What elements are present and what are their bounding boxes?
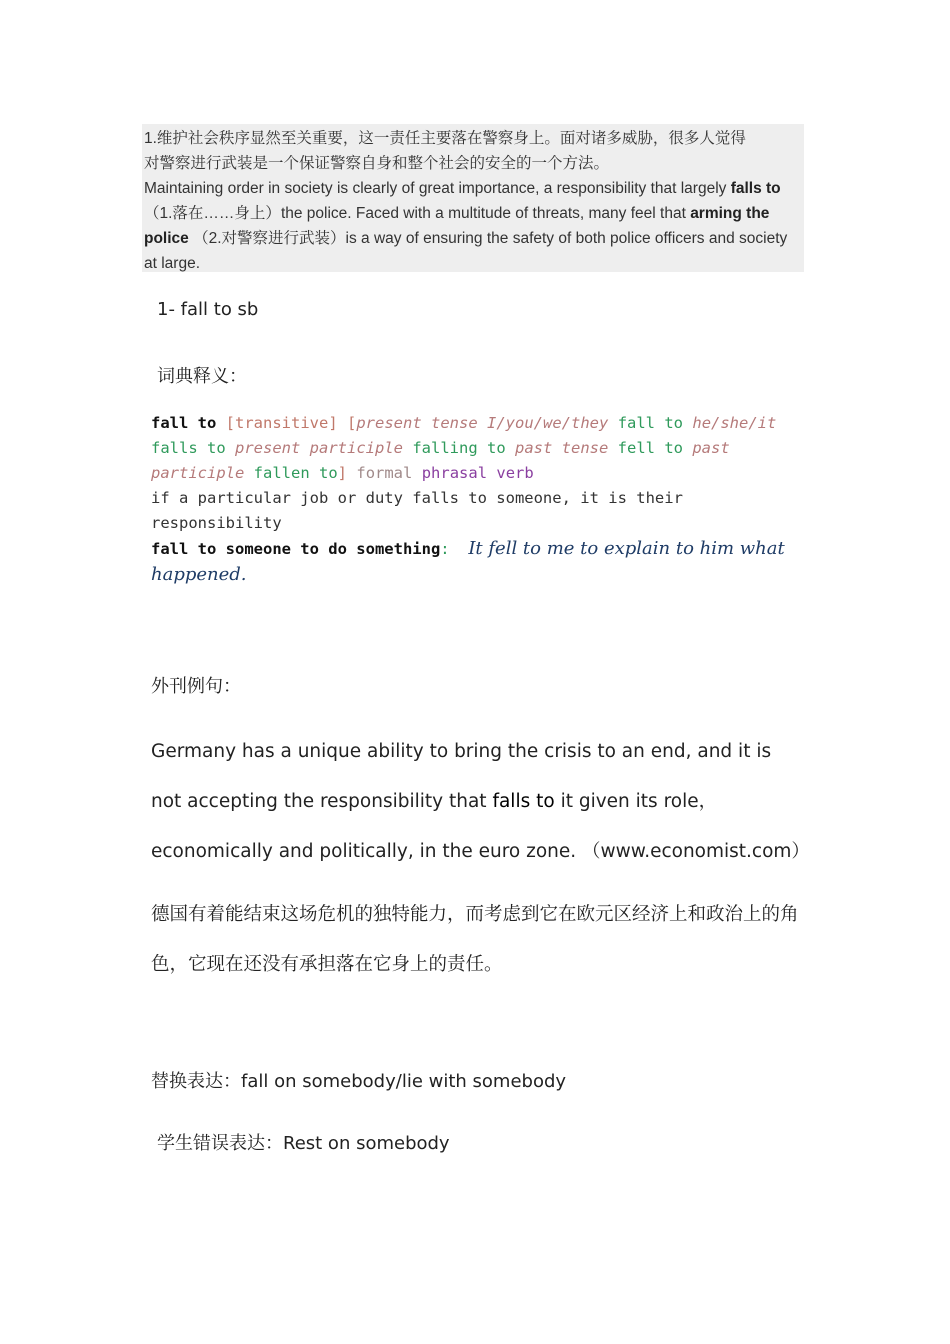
news-label: 外刊例句：: [151, 676, 241, 697]
news-highlight: falls to: [492, 791, 555, 812]
dict-example: It fell to me to explain to him what happened.: [151, 538, 785, 585]
dict-example-line: [151, 536, 791, 588]
dict-persons-1: I/you/we/they: [487, 414, 609, 432]
dict-past-participle: past participle: [151, 439, 730, 482]
note-1: （1.落在……身上）: [144, 205, 281, 222]
dict-bracket-open: [: [347, 414, 357, 432]
dict-present-tense: present tense: [356, 414, 478, 432]
news-part-1: Germany has a unique ability to bring the crisis to an end, and it is not accepting the responsibility that: [151, 741, 772, 812]
dict-transitive: [transitive]: [225, 414, 338, 432]
student-errors: 学生错误表达：Rest on somebody: [157, 1133, 450, 1154]
excerpt-chinese-line-1: 1.维护社会秩序显然至关重要，这一责任主要落在警察身上。面对诸多威胁，很多人觉得: [144, 130, 746, 147]
dict-phrasal-verb: phrasal verb: [421, 464, 534, 482]
dict-form-5: fallen to: [253, 464, 338, 482]
dict-formal: formal: [356, 464, 413, 482]
excerpt-english-part-1: Maintaining order in society is clearly of great importance, a responsibility that largely: [144, 180, 731, 197]
dict-form-4: fell to: [617, 439, 683, 457]
excerpt-english-part-2: the police. Faced with a multitude of threats, many feel that: [280, 205, 691, 222]
alternative-expressions: 替换表达：fall on somebody/lie with somebody: [151, 1071, 567, 1092]
dict-headword: fall to: [151, 414, 217, 432]
highlight-falls-to: falls to: [730, 180, 781, 197]
section-title: 1- fall to sb: [157, 299, 259, 320]
excerpt-english-part-3: is a way of ensuring the safety of both police officers and society at large.: [144, 230, 788, 272]
news-example: [151, 727, 810, 877]
dict-persons-2: he/she/it: [692, 414, 777, 432]
news-part-2: it given its role， economically and politically, in the euro zone. （www.economist.com）: [151, 791, 810, 862]
dict-form-3: falling to: [412, 439, 506, 457]
excerpt-chinese-line-2: 对警察进行武装是一个保证警察自身和整个社会的安全的一个方法。: [144, 155, 610, 172]
dictionary-entry: [151, 411, 791, 588]
dict-present-participle: present participle: [235, 439, 403, 457]
dict-form-1: fall to: [617, 414, 684, 432]
excerpt-english: [144, 176, 802, 276]
note-2: （2.对警察进行武装）: [193, 230, 346, 247]
dict-bracket-close: ]: [337, 464, 348, 482]
chinese-translation: 德国有着能结束这场危机的独特能力，而考虑到它在欧元区经济上和政治上的角色，它现在还没有承担落在它身上的责任。: [151, 904, 799, 975]
dictionary-label: 词典释义：: [157, 366, 247, 387]
dict-form-2: falls to: [151, 439, 226, 457]
dict-colon: :: [440, 540, 450, 558]
dict-pattern: fall to someone to do something: [151, 540, 441, 558]
highlight-arming-the-police: arming the police: [144, 205, 770, 247]
article-excerpt: [142, 124, 804, 272]
dict-past-tense: past tense: [515, 439, 609, 457]
dict-definition: if a particular job or duty falls to someone, it is their responsibility: [151, 489, 683, 532]
